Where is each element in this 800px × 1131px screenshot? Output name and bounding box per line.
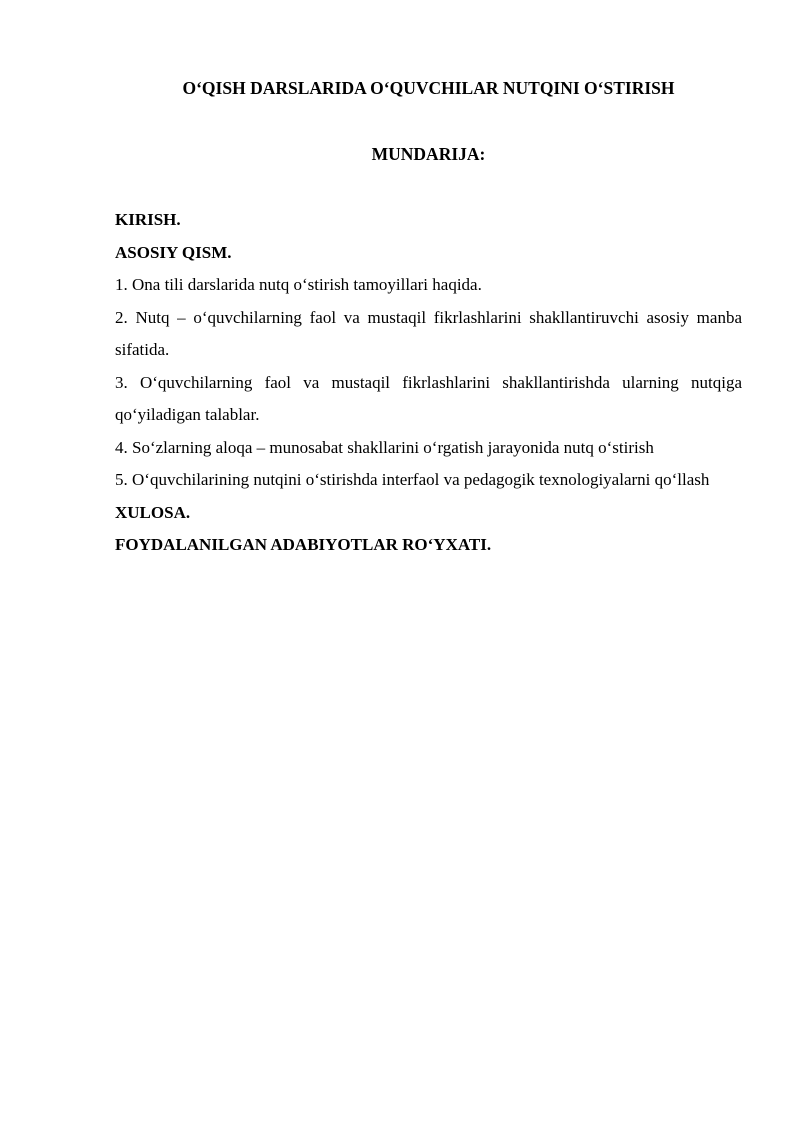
- table-of-contents: [115, 204, 742, 562]
- toc-item: [115, 367, 742, 432]
- toc-item: [115, 464, 742, 497]
- toc-item-number: 1.: [115, 275, 128, 294]
- toc-main-part: ASOSIY QISM.: [115, 242, 232, 262]
- toc-item-number: 2.: [115, 307, 128, 327]
- toc-item-text: Nutq – o‘quvchilarning faol va mustaqil fikrlashlarini shakllantiruvchi asosiy manba sifatida.: [115, 307, 742, 359]
- contents-heading: MUNDARIJA:: [371, 144, 486, 164]
- toc-conclusion: XULOSA.: [115, 502, 191, 522]
- toc-item-number: 5.: [115, 470, 128, 489]
- toc-references: FOYDALANILGAN ADABIYOTLAR RO‘YXATI.: [115, 535, 492, 554]
- toc-item-text: O‘quvchilarning faol va mustaqil fikrlashlarini shakllantirishda ularning nutqiga qo‘yiladigan talablar.: [115, 372, 743, 424]
- toc-item: [115, 302, 742, 367]
- toc-item-number: 4.: [115, 437, 128, 457]
- toc-item: [115, 432, 742, 465]
- toc-item-text: So‘zlarning aloqa – munosabat shakllarini o‘rgatish jarayonida nutq o‘stirish: [132, 437, 654, 457]
- toc-item-text: Ona tili darslarida nutq o‘stirish tamoyillari haqida.: [132, 275, 482, 294]
- toc-item: [115, 269, 742, 302]
- toc-item-text: O‘quvchilarining nutqini o‘stirishda interfaol va pedagogik texnologiyalarni qo‘llash: [132, 470, 710, 489]
- document-title: O‘QISH DARSLARIDA O‘QUVCHILAR NUTQINI O‘STIRISH: [182, 78, 675, 98]
- toc-item-number: 3.: [115, 372, 128, 392]
- toc-intro: KIRISH.: [115, 210, 181, 229]
